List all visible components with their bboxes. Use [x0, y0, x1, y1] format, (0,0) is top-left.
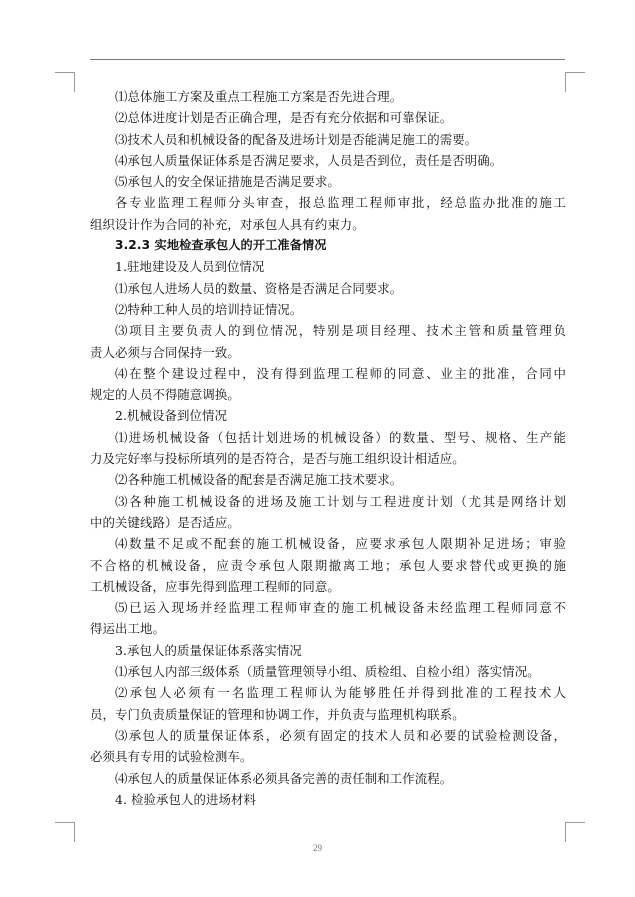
text-line: 员，专门负责质量保证的管理和协调工作，并负责与监理机构联系。	[90, 706, 465, 722]
text-line: ⑵特种工种人员的培训持证情况。	[115, 301, 303, 317]
text-line: ⑵承包人必须有一名监理工程师认为能够胜任并得到批准的工程技术人	[115, 685, 566, 701]
text-line: ⑶技术人员和机械设备的配备及进场计划是否能满足施工的需要。	[115, 131, 478, 147]
text-line: ⑶承包人的质量保证体系，必须有固定的技术人员和必要的试验检测设备，	[115, 727, 566, 743]
crop-mark-bottom-right	[565, 822, 585, 823]
text-line: 中的关键线路）是否适应。	[90, 514, 240, 530]
text-line: 1.驻地建设及人员到位情况	[115, 259, 265, 275]
text-line: ⑶项目主要负责人的到位情况，特别是项目经理、技术主管和质量管理负	[115, 323, 566, 339]
text-line: 不合格的机械设备，应责令承包人限期撤离工地；承包人要求替代或更换的施	[90, 557, 566, 573]
text-line: ⑷数量不足或不配套的施工机械设备，应要求承包人限期补足进场；审验	[115, 536, 566, 552]
header-rule	[90, 59, 565, 60]
crop-mark-top-left	[55, 72, 75, 73]
crop-mark-top-left	[74, 72, 75, 92]
text-line: ⑴进场机械设备（包括计划进场的机械设备）的数量、型号、规格、生产能	[115, 429, 566, 445]
crop-mark-bottom-left	[74, 822, 75, 842]
text-line: ⑷在整个建设过程中，没有得到监理工程师的同意、业主的批准，合同中	[115, 365, 566, 381]
text-line: 得运出工地。	[90, 621, 165, 637]
text-line: ⑶各种施工机械设备的进场及施工计划与工程进度计划（尤其是网络计划	[115, 493, 566, 509]
text-line: ⑵总体进度计划是否正确合理，是否有充分依据和可靠保证。	[115, 110, 453, 126]
text-line: 责人必须与合同保持一致。	[90, 344, 240, 360]
text-line: ⑷承包人的质量保证体系必须具备完善的责任制和工作流程。	[115, 770, 453, 786]
text-line: 2.机械设备到位情况	[115, 408, 227, 424]
text-line: 必须具有专用的试验检测车。	[90, 749, 253, 765]
text-line: 组织设计作为合同的补充，对承包人具有约束力。	[90, 216, 365, 232]
section-heading: 3.2.3 实地检查承包人的开工准备情况	[115, 238, 327, 253]
text-line: ⑵各种施工机械设备的配套是否满足施工技术要求。	[115, 472, 403, 488]
text-line: 规定的人员不得随意调换。	[90, 387, 240, 403]
body-text	[90, 86, 566, 810]
text-line: ⑸已运入现场并经监理工程师审查的施工机械设备未经监理工程师同意不	[115, 600, 566, 616]
crop-mark-bottom-left	[55, 822, 75, 823]
text-line: 3.承包人的质量保证体系落实情况	[115, 642, 302, 658]
page-number: 29	[313, 843, 322, 853]
text-line: ⑴总体施工方案及重点工程施工方案是否先进合理。	[115, 89, 403, 104]
text-line: ⑸承包人的安全保证措施是否满足要求。	[115, 174, 340, 190]
text-line: 力及完好率与投标所填列的是否符合，是否与施工组织设计相适应。	[90, 451, 465, 467]
text-line: 4. 检验承包人的进场材料	[115, 791, 256, 807]
text-line: 工机械设备，应事先得到监理工程师的同意。	[90, 578, 340, 594]
text-line: ⑴承包人进场人员的数量、资格是否满足合同要求。	[115, 280, 403, 296]
text-line: ⑷承包人质量保证体系是否满足要求，人员是否到位，责任是否明确。	[115, 152, 503, 168]
crop-mark-bottom-right	[565, 822, 566, 842]
crop-mark-top-right	[565, 72, 585, 73]
text-line: 各专业监理工程师分头审查，报总监理工程师审批，经总监办批准的施工	[115, 195, 566, 211]
text-line: ⑴承包人内部三级体系（质量管理领导小组、质检组、自检小组）落实情况。	[115, 664, 540, 680]
